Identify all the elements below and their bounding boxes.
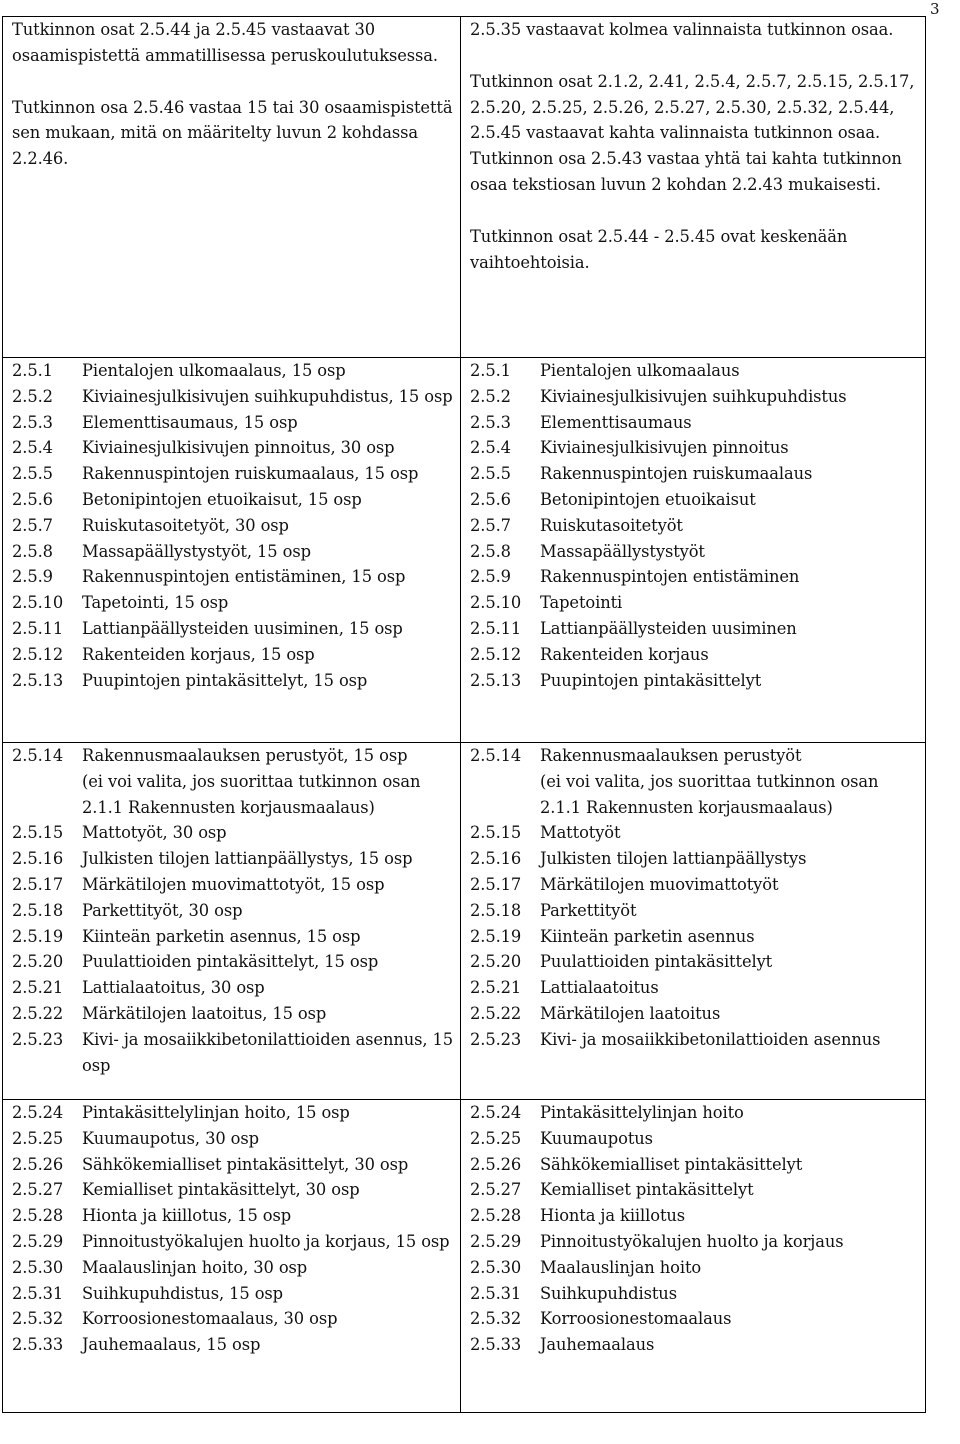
item-title: Kiviainesjulkisivujen pinnoitus, 30 osp — [82, 438, 395, 458]
item-number: 2.5.30 — [12, 1257, 64, 1277]
list-item — [470, 435, 921, 461]
item-number: 2.5.32 — [470, 1309, 522, 1329]
item-title: Rakennusmaalauksen perustyöt — [540, 746, 802, 765]
item-number: 2.5.21 — [12, 978, 64, 998]
list-item — [12, 872, 456, 898]
item-number: 2.5.30 — [470, 1257, 522, 1277]
item-text — [540, 487, 921, 513]
item-title: Kivi- ja mosaiikkibetonilattioiden asennus, 15 osp — [82, 1029, 454, 1075]
list-item — [470, 1177, 921, 1203]
list-item — [470, 846, 921, 872]
list-item — [12, 1001, 456, 1027]
item-title: Rakennuspintojen ruiskumaalaus — [540, 464, 813, 484]
item-text — [82, 435, 456, 461]
item-title: Jauhemaalaus, 15 osp — [82, 1335, 261, 1355]
item-title: Pintakäsittelylinjan hoito — [540, 1103, 744, 1122]
group-1-right-cell — [461, 358, 926, 743]
item-text — [540, 1126, 921, 1152]
item-text — [82, 1126, 456, 1152]
item-title: Parkettityöt, 30 osp — [82, 900, 243, 920]
group-3-right-cell — [461, 1100, 926, 1413]
item-text — [540, 743, 921, 820]
item-number: 2.5.25 — [470, 1128, 522, 1148]
list-item — [470, 358, 921, 384]
list-item — [12, 1027, 456, 1079]
group-2-left-cell — [3, 743, 461, 1100]
item-title: Korroosionestomaalaus — [540, 1309, 732, 1329]
item-text — [82, 384, 456, 410]
item-number: 2.5.3 — [470, 412, 511, 432]
item-title: Puupintojen pintakäsittelyt, 15 osp — [82, 670, 368, 690]
item-text — [82, 975, 456, 1001]
item-text — [82, 1152, 456, 1178]
item-text — [540, 1027, 921, 1053]
list-item — [12, 1203, 456, 1229]
group-2-right-cell — [461, 743, 926, 1100]
list-item — [12, 668, 456, 694]
item-text — [540, 1177, 921, 1203]
item-number: 2.5.27 — [470, 1180, 522, 1200]
item-text — [540, 564, 921, 590]
item-text — [540, 358, 921, 384]
list-item — [470, 1203, 921, 1229]
item-text — [82, 1281, 456, 1307]
list-item — [470, 642, 921, 668]
item-title: Pientalojen ulkomaalaus — [540, 361, 740, 380]
list-item — [12, 1177, 456, 1203]
list-item — [470, 898, 921, 924]
item-text — [540, 1229, 921, 1255]
item-number: 2.5.1 — [470, 361, 511, 380]
list-item — [470, 1332, 921, 1358]
item-number: 2.5.16 — [12, 849, 64, 869]
item-text — [540, 435, 921, 461]
item-title: Mattotyöt — [540, 823, 621, 843]
item-title: Kemialliset pintakäsittelyt — [540, 1180, 754, 1200]
list-item — [12, 846, 456, 872]
item-text — [82, 1100, 456, 1126]
list-item — [12, 1229, 456, 1255]
item-title: Elementtisaumaus, 15 osp — [82, 412, 298, 432]
item-text — [540, 1203, 921, 1229]
item-number: 2.5.10 — [470, 593, 522, 613]
item-text — [540, 410, 921, 436]
item-text — [82, 461, 456, 487]
item-text — [540, 616, 921, 642]
list-item — [12, 1332, 456, 1358]
item-text — [82, 1027, 456, 1079]
item-title: Märkätilojen laatoitus, 15 osp — [82, 1003, 327, 1023]
item-text — [82, 616, 456, 642]
list-item — [12, 487, 456, 513]
item-text — [540, 820, 921, 846]
item-title: Kivi- ja mosaiikkibetonilattioiden asennus — [540, 1029, 881, 1049]
item-number: 2.5.23 — [470, 1029, 522, 1049]
item-text — [540, 1306, 921, 1332]
item-note: (ei voi valita, jos suorittaa tutkinnon osan 2.1.1 Rakennusten korjausmaalaus) — [82, 771, 421, 817]
list-item — [470, 1229, 921, 1255]
item-title: Rakennuspintojen entistäminen, 15 osp — [82, 567, 406, 587]
item-number: 2.5.15 — [12, 823, 64, 843]
item-title: Rakenteiden korjaus — [540, 644, 709, 664]
list-item — [470, 1306, 921, 1332]
item-number: 2.5.2 — [12, 386, 53, 406]
item-title: Julkisten tilojen lattianpäällystys, 15 osp — [82, 849, 413, 869]
item-number: 2.5.4 — [12, 438, 53, 458]
item-title: Kemialliset pintakäsittelyt, 30 osp — [82, 1180, 360, 1200]
item-title: Sähkökemialliset pintakäsittelyt — [540, 1154, 803, 1174]
item-number: 2.5.6 — [12, 489, 53, 509]
list-item — [12, 461, 456, 487]
item-number: 2.5.13 — [470, 670, 522, 690]
item-number: 2.5.28 — [470, 1206, 522, 1226]
item-number: 2.5.3 — [12, 412, 53, 432]
group-row-1 — [3, 358, 926, 743]
list-item — [470, 513, 921, 539]
list-item — [12, 590, 456, 616]
group-1-left-cell — [3, 358, 461, 743]
item-number: 2.5.11 — [470, 618, 522, 638]
item-text — [82, 1203, 456, 1229]
list-item — [12, 358, 456, 384]
item-text — [82, 898, 456, 924]
item-title: Massapäällystystyöt — [540, 541, 705, 561]
list-item — [12, 949, 456, 975]
list-item — [12, 898, 456, 924]
item-text — [82, 872, 456, 898]
item-number: 2.5.24 — [470, 1103, 522, 1122]
item-title: Rakenteiden korjaus, 15 osp — [82, 644, 315, 664]
item-title: Märkätilojen laatoitus — [540, 1003, 721, 1023]
item-title: Mattotyöt, 30 osp — [82, 823, 227, 843]
item-text — [82, 590, 456, 616]
item-number: 2.5.20 — [470, 952, 522, 972]
list-item — [12, 743, 456, 820]
list-item — [12, 1100, 456, 1126]
item-title: Lattianpäällysteiden uusiminen, 15 osp — [82, 618, 403, 638]
item-text — [82, 820, 456, 846]
item-number: 2.5.21 — [470, 978, 522, 998]
item-title: Jauhemaalaus — [540, 1335, 655, 1355]
item-number: 2.5.25 — [12, 1128, 64, 1148]
list-item — [470, 820, 921, 846]
item-title: Puupintojen pintakäsittelyt — [540, 670, 762, 690]
item-title: Suihkupuhdistus — [540, 1283, 677, 1303]
list-item — [470, 461, 921, 487]
list-item — [470, 975, 921, 1001]
item-number: 2.5.12 — [12, 644, 64, 664]
intro-row — [3, 17, 926, 358]
item-title: Suihkupuhdistus, 15 osp — [82, 1283, 283, 1303]
item-text — [82, 846, 456, 872]
item-title: Pientalojen ulkomaalaus, 15 osp — [82, 361, 346, 380]
list-item — [470, 1126, 921, 1152]
list-item — [470, 924, 921, 950]
item-title: Kiviainesjulkisivujen suihkupuhdistus — [540, 386, 847, 406]
intro-right-paragraph: 2.5.35 vastaavat kolmea valinnaista tutkinnon osaa. — [470, 20, 894, 39]
intro-right-cell — [461, 17, 926, 358]
list-item — [470, 743, 921, 820]
item-text — [82, 487, 456, 513]
list-item — [470, 1255, 921, 1281]
group-row-3 — [3, 1100, 926, 1413]
item-title: Hionta ja kiillotus, 15 osp — [82, 1206, 292, 1226]
item-number: 2.5.33 — [470, 1335, 522, 1355]
list-item — [470, 384, 921, 410]
item-number: 2.5.24 — [12, 1103, 64, 1122]
item-title: Korroosionestomaalaus, 30 osp — [82, 1309, 338, 1329]
item-number: 2.5.16 — [470, 849, 522, 869]
item-title: Märkätilojen muovimattotyöt, 15 osp — [82, 874, 385, 894]
item-text — [82, 358, 456, 384]
group-3-left-cell — [3, 1100, 461, 1413]
list-item — [470, 1027, 921, 1053]
item-text — [82, 1332, 456, 1358]
list-item — [470, 1001, 921, 1027]
page-number: 3 — [930, 0, 940, 18]
item-text — [540, 846, 921, 872]
intro-right-paragraph: Tutkinnon osa 2.5.43 vastaa yhtä tai kahta tutkinnon osaa tekstiosan luvun 2 kohdan 2.2.43 mukaisesti. — [470, 149, 902, 194]
item-text — [540, 1100, 921, 1126]
item-title: Märkätilojen muovimattotyöt — [540, 874, 779, 894]
list-item — [12, 975, 456, 1001]
item-number: 2.5.29 — [12, 1231, 64, 1251]
item-title: Hionta ja kiillotus — [540, 1206, 686, 1226]
item-title: Rakennuspintojen entistäminen — [540, 567, 800, 587]
list-item — [470, 616, 921, 642]
item-title: Kiinteän parketin asennus, 15 osp — [82, 926, 361, 946]
item-title: Betonipintojen etuoikaisut — [540, 489, 756, 509]
qualification-table — [2, 16, 926, 1413]
item-text — [540, 539, 921, 565]
item-text — [540, 668, 921, 694]
item-number: 2.5.23 — [12, 1029, 64, 1049]
item-title: Ruiskutasoitetyöt, 30 osp — [82, 515, 289, 535]
list-item — [470, 1152, 921, 1178]
item-title: Rakennuspintojen ruiskumaalaus, 15 osp — [82, 464, 419, 484]
item-title: Betonipintojen etuoikaisut, 15 osp — [82, 489, 362, 509]
list-item — [12, 513, 456, 539]
item-text — [540, 590, 921, 616]
item-number: 2.5.9 — [12, 567, 53, 587]
item-number: 2.5.9 — [470, 567, 511, 587]
item-text — [540, 872, 921, 898]
item-number: 2.5.19 — [12, 926, 64, 946]
list-item — [470, 1100, 921, 1126]
intro-left-paragraph: Tutkinnon osat 2.5.44 ja 2.5.45 vastaavat 30 osaamispistettä ammatillisessa peruskoulutuksessa. — [12, 20, 438, 65]
item-text — [540, 1255, 921, 1281]
list-item — [12, 410, 456, 436]
item-title: Julkisten tilojen lattianpäällystys — [540, 849, 807, 869]
item-title: Kiviainesjulkisivujen suihkupuhdistus, 15 osp — [82, 386, 453, 406]
intro-left-paragraph: Tutkinnon osa 2.5.46 vastaa 15 tai 30 osaamispistettä sen mukaan, mitä on määritelty luvun 2 kohdassa 2.2.46. — [12, 97, 453, 169]
item-title: Lattialaatoitus, 30 osp — [82, 978, 265, 998]
item-number: 2.5.20 — [12, 952, 64, 972]
list-item — [470, 949, 921, 975]
item-title: Elementtisaumaus — [540, 412, 692, 432]
item-title: Tapetointi, 15 osp — [82, 593, 229, 613]
item-text — [540, 898, 921, 924]
item-text — [540, 642, 921, 668]
item-number: 2.5.14 — [470, 746, 522, 765]
list-item — [12, 642, 456, 668]
item-text — [82, 642, 456, 668]
item-title: Maalauslinjan hoito — [540, 1257, 702, 1277]
list-item — [470, 539, 921, 565]
item-number: 2.5.15 — [470, 823, 522, 843]
list-item — [12, 384, 456, 410]
list-item — [12, 1306, 456, 1332]
item-title: Ruiskutasoitetyöt — [540, 515, 683, 535]
item-text — [540, 1281, 921, 1307]
list-item — [12, 616, 456, 642]
item-title: Massapäällystystyöt, 15 osp — [82, 541, 311, 561]
list-item — [12, 820, 456, 846]
item-number: 2.5.26 — [470, 1154, 522, 1174]
item-number: 2.5.5 — [12, 464, 53, 484]
intro-right-paragraph: Tutkinnon osat 2.5.44 - 2.5.45 ovat keskenään vaihtoehtoisia. — [470, 226, 848, 272]
list-item — [12, 435, 456, 461]
list-item — [12, 539, 456, 565]
item-title: Maalauslinjan hoito, 30 osp — [82, 1257, 308, 1277]
item-text — [540, 461, 921, 487]
item-number: 2.5.2 — [470, 386, 511, 406]
list-item — [12, 564, 456, 590]
item-title: Tapetointi — [540, 593, 623, 613]
item-title: Pinnoitustyökalujen huolto ja korjaus — [540, 1231, 844, 1251]
item-text — [82, 1001, 456, 1027]
item-text — [82, 539, 456, 565]
item-number: 2.5.28 — [12, 1206, 64, 1226]
list-item — [470, 487, 921, 513]
item-text — [82, 1177, 456, 1203]
list-item — [470, 564, 921, 590]
item-text — [540, 1332, 921, 1358]
group-row-2 — [3, 743, 926, 1100]
item-title: Kuumaupotus — [540, 1128, 653, 1148]
item-title: Rakennusmaalauksen perustyöt, 15 osp — [82, 746, 408, 765]
item-title: Lattialaatoitus — [540, 978, 659, 998]
item-text — [82, 1306, 456, 1332]
item-note: (ei voi valita, jos suorittaa tutkinnon osan 2.1.1 Rakennusten korjausmaalaus) — [540, 771, 879, 817]
item-title: Kiinteän parketin asennus — [540, 926, 755, 946]
item-text — [82, 949, 456, 975]
item-number: 2.5.18 — [12, 900, 64, 920]
item-number: 2.5.27 — [12, 1180, 64, 1200]
item-title: Lattianpäällysteiden uusiminen — [540, 618, 797, 638]
item-number: 2.5.29 — [470, 1231, 522, 1251]
item-text — [82, 1255, 456, 1281]
item-title: Kiviainesjulkisivujen pinnoitus — [540, 438, 789, 458]
item-number: 2.5.19 — [470, 926, 522, 946]
item-number: 2.5.11 — [12, 618, 64, 638]
item-text — [540, 975, 921, 1001]
item-text — [540, 924, 921, 950]
item-number: 2.5.8 — [470, 541, 511, 561]
item-number: 2.5.10 — [12, 593, 64, 613]
item-text — [82, 1229, 456, 1255]
list-item — [470, 872, 921, 898]
item-number: 2.5.18 — [470, 900, 522, 920]
item-number: 2.5.31 — [12, 1283, 64, 1303]
list-item — [470, 410, 921, 436]
list-item — [470, 668, 921, 694]
item-number: 2.5.33 — [12, 1335, 64, 1355]
item-text — [540, 384, 921, 410]
item-number: 2.5.26 — [12, 1154, 64, 1174]
item-number: 2.5.17 — [470, 874, 522, 894]
list-item — [12, 924, 456, 950]
item-text — [540, 1001, 921, 1027]
item-number: 2.5.1 — [12, 361, 53, 380]
item-number: 2.5.31 — [470, 1283, 522, 1303]
list-item — [12, 1281, 456, 1307]
item-title: Pinnoitustyökalujen huolto ja korjaus, 15 osp — [82, 1231, 450, 1251]
item-title: Puulattioiden pintakäsittelyt, 15 osp — [82, 952, 379, 972]
item-number: 2.5.7 — [470, 515, 511, 535]
item-text — [82, 668, 456, 694]
item-text — [540, 949, 921, 975]
item-text — [540, 1152, 921, 1178]
item-text — [82, 513, 456, 539]
item-title: Pintakäsittelylinjan hoito, 15 osp — [82, 1103, 350, 1122]
list-item — [12, 1152, 456, 1178]
item-number: 2.5.4 — [470, 438, 511, 458]
list-item — [470, 1281, 921, 1307]
item-number: 2.5.32 — [12, 1309, 64, 1329]
item-number: 2.5.12 — [470, 644, 522, 664]
item-title: Puulattioiden pintakäsittelyt — [540, 952, 773, 972]
item-text — [540, 513, 921, 539]
item-number: 2.5.14 — [12, 746, 64, 765]
item-number: 2.5.6 — [470, 489, 511, 509]
item-number: 2.5.7 — [12, 515, 53, 535]
item-text — [82, 924, 456, 950]
intro-left-cell — [3, 17, 461, 358]
item-number: 2.5.5 — [470, 464, 511, 484]
list-item — [12, 1255, 456, 1281]
item-number: 2.5.17 — [12, 874, 64, 894]
list-item — [470, 590, 921, 616]
item-title: Sähkökemialliset pintakäsittelyt, 30 osp — [82, 1154, 409, 1174]
item-number: 2.5.22 — [12, 1003, 64, 1023]
item-title: Parkettityöt — [540, 900, 637, 920]
intro-right-paragraph: Tutkinnon osat 2.1.2, 2.41, 2.5.4, 2.5.7, 2.5.15, 2.5.17, 2.5.20, 2.5.25, 2.5.26, 2.5.27, 2.5.30, 2.5.32, 2.5.44, 2.5.45 vastaavat kahta valinnaista tutkinnon osaa. — [470, 71, 915, 143]
item-text — [82, 743, 456, 820]
list-item — [12, 1126, 456, 1152]
item-text — [82, 564, 456, 590]
item-title: Kuumaupotus, 30 osp — [82, 1128, 259, 1148]
item-number: 2.5.22 — [470, 1003, 522, 1023]
item-text — [82, 410, 456, 436]
item-number: 2.5.8 — [12, 541, 53, 561]
item-number: 2.5.13 — [12, 670, 64, 690]
